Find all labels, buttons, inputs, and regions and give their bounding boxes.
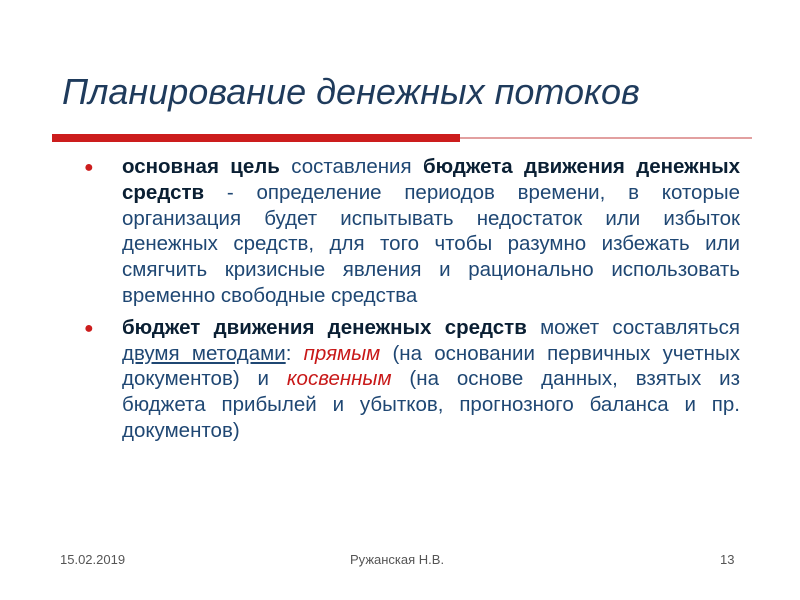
title-underline-thick [52,134,460,142]
slide-title: Планирование денежных потоков [62,71,640,112]
footer-date: 15.02.2019 [60,552,126,567]
bullet-text-bold: основная цель [122,155,280,178]
bullet-text: (на основе данных, взятых из бюджета прибылей и убытков, прогнозного баланса и пр. документов) [122,367,740,442]
bullet-text-highlight: косвенным [286,367,392,391]
bullet-text: составления [279,155,423,178]
bullet-dot-icon: ● [84,159,94,176]
bullet-text-underlined: двумя методами [122,341,286,365]
footer-page-number: 13 [720,552,735,567]
bullet-dot-icon: ● [84,319,94,337]
bullet-text: может составляться [526,315,741,339]
bullet-text-bold: бюджета движения денежных средств [122,155,740,204]
bullet-item [84,154,740,309]
bullet-text: - определение периодов времени, в которые организация будет испытывать недостаток или избыток денежных средств, для того чтобы разумно избежать или смягчить кризисные явления и рационально использовать временно свободные средства [122,180,740,307]
slide-content [84,154,740,450]
bullet-text-bold: бюджет движения денежных средств [122,315,527,339]
bullet-text: : [285,341,304,365]
bullet-text-highlight: прямым [303,341,381,365]
footer-author: Ружанская Н.В. [350,552,445,567]
bullet-item [84,315,740,444]
bullet-text: (на основании первичных учетных документов) и [122,341,740,391]
